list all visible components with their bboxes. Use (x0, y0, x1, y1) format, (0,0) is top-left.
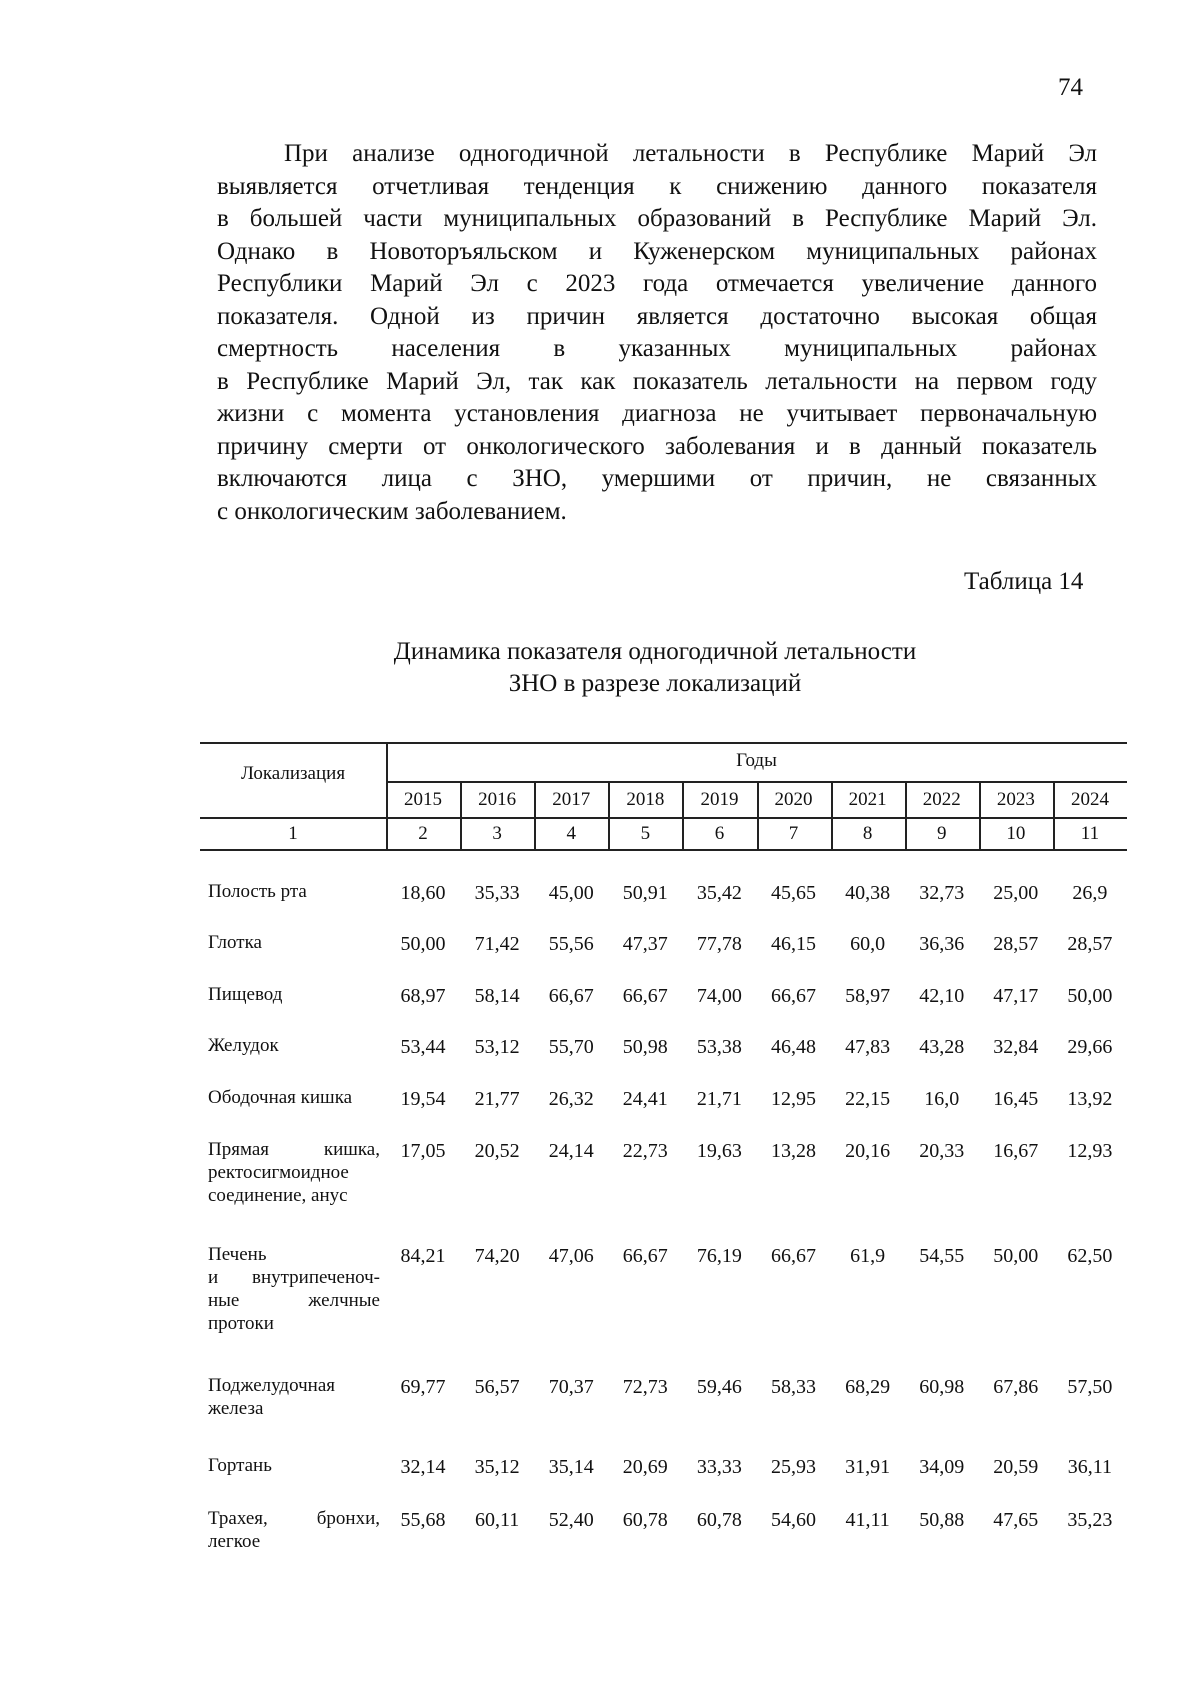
table-cell: 36,11 (1067, 1456, 1113, 1478)
table-cell: 47,65 (993, 1509, 1039, 1531)
year-header: 2018 (626, 789, 665, 810)
body-paragraph (217, 138, 1097, 528)
row-label-line: Трахея, бронхи, (208, 1508, 380, 1529)
row-label-line: легкое (208, 1531, 261, 1552)
table-cell: 19,63 (696, 1140, 742, 1162)
column-number: 1 (288, 823, 298, 844)
row-label-line: Полость рта (208, 881, 307, 902)
table-cell: 32,14 (400, 1456, 446, 1478)
table-cell: 31,91 (845, 1456, 891, 1478)
row-label (208, 931, 380, 954)
year-header: 2020 (774, 789, 813, 810)
table-cell: 35,42 (696, 882, 742, 904)
paragraph-line: смертность населения в указанных муниципальных районах (217, 335, 1097, 362)
row-label-line: ные желчные (208, 1290, 380, 1311)
table-cell: 72,73 (622, 1376, 668, 1398)
table-rule-top (200, 742, 1127, 744)
table-cell: 36,36 (919, 933, 965, 955)
table-cell: 45,00 (548, 882, 594, 904)
table-cell: 40,38 (845, 882, 891, 904)
row-label-line: соединение, анус (208, 1185, 348, 1206)
table-cell: 28,57 (1067, 933, 1113, 955)
table-cell: 17,05 (400, 1140, 446, 1162)
table-cell: 26,9 (1072, 882, 1108, 904)
row-label-line: Пищевод (208, 984, 283, 1005)
table-cell: 22,73 (622, 1140, 668, 1162)
table-title-line-2: ЗНО в разрезе локализаций (508, 670, 802, 697)
table-cell: 60,78 (622, 1509, 668, 1531)
table-cell: 21,77 (474, 1088, 520, 1110)
header-localization: Локализация (240, 763, 346, 784)
row-label-line: и внутрипеченоч- (208, 1267, 380, 1288)
year-header: 2023 (996, 789, 1035, 810)
table-cell: 35,33 (474, 882, 520, 904)
table-cell: 47,83 (845, 1036, 891, 1058)
row-label-line: протоки (208, 1313, 274, 1334)
table-cell: 66,67 (622, 1245, 668, 1267)
table-cell: 46,48 (771, 1036, 816, 1058)
table-cell: 20,59 (993, 1456, 1039, 1478)
table-cell: 13,92 (1067, 1088, 1113, 1110)
table-cell: 50,88 (919, 1509, 965, 1531)
header-years: Годы (736, 750, 777, 771)
table-cell: 52,40 (548, 1509, 594, 1531)
table-cell: 41,11 (845, 1509, 890, 1531)
table-cell: 32,84 (993, 1036, 1039, 1058)
table-title-line-1: Динамика показателя одногодичной летальности (393, 638, 917, 665)
table-cell: 74,20 (474, 1245, 520, 1267)
table-cell: 16,0 (924, 1088, 960, 1110)
row-label-line: Глотка (208, 932, 262, 953)
year-header: 2021 (848, 789, 887, 810)
table-cell: 43,28 (919, 1036, 965, 1058)
table-cell: 66,67 (622, 985, 668, 1007)
row-label (208, 1138, 380, 1207)
column-number: 10 (1006, 823, 1026, 844)
table-cell: 56,57 (474, 1376, 520, 1398)
paragraph-line: с онкологическим заболеванием. (217, 497, 567, 525)
table-cell: 58,97 (845, 985, 891, 1007)
paragraph-line: в Республике Марий Эл, так как показатель летальности на первом году (217, 367, 1097, 395)
table-rule-year-row (200, 817, 1127, 819)
table-cell: 50,00 (1067, 985, 1113, 1007)
table-cell: 58,33 (771, 1376, 816, 1398)
paragraph-line: в большей части муниципальных образований в Республике Марий Эл. (217, 205, 1097, 232)
row-label (208, 983, 380, 1006)
table-cell: 32,73 (919, 882, 965, 904)
table-cell: 20,33 (919, 1140, 965, 1162)
table-cell: 54,60 (771, 1509, 816, 1531)
table-cell: 66,67 (771, 985, 816, 1007)
table-cell: 24,14 (548, 1140, 594, 1162)
column-number: 4 (566, 823, 576, 844)
row-label-line: Печень (208, 1244, 267, 1265)
table-number: Таблица 14 (964, 568, 1084, 595)
row-label (208, 1374, 380, 1420)
paragraph-line: выявляется отчетливая тенденция к снижению данного показателя (217, 172, 1097, 200)
year-header: 2016 (478, 789, 517, 810)
table-cell: 55,56 (548, 933, 594, 955)
paragraph-line: При анализе одногодичной летальности в Республике Марий Эл (284, 140, 1097, 167)
table-cell: 67,86 (993, 1376, 1039, 1398)
table-cell: 70,37 (548, 1376, 594, 1398)
table-cell: 60,98 (919, 1376, 965, 1398)
row-label (208, 1454, 380, 1477)
table-cell: 50,00 (993, 1245, 1039, 1267)
table-cell: 22,15 (845, 1088, 891, 1110)
paragraph-line: показателя. Одной из причин является достаточно высокая общая (217, 302, 1097, 330)
table-cell: 60,78 (696, 1509, 742, 1531)
table-cell: 47,06 (548, 1245, 594, 1267)
table-cell: 50,00 (400, 933, 446, 955)
row-label-line: Ободочная кишка (208, 1087, 353, 1108)
table-cell: 46,15 (771, 933, 816, 955)
row-label-line: Желудок (208, 1035, 279, 1056)
table-cell: 42,10 (919, 985, 965, 1007)
table-cell: 16,45 (993, 1088, 1039, 1110)
table-cell: 13,28 (771, 1140, 816, 1162)
column-number: 8 (862, 823, 873, 844)
row-label-line: Гортань (208, 1455, 272, 1476)
table-cell: 28,57 (993, 933, 1039, 955)
table-cell: 55,70 (548, 1036, 594, 1058)
table-cell: 71,42 (474, 933, 520, 955)
table-cell: 21,71 (696, 1088, 742, 1110)
table-cell: 60,0 (850, 933, 886, 955)
table-cell: 47,37 (622, 933, 668, 955)
table-cell: 25,00 (993, 882, 1039, 904)
table-cell: 62,50 (1067, 1245, 1113, 1267)
table-cell: 25,93 (771, 1456, 816, 1478)
year-header: 2015 (404, 789, 443, 810)
table-cell: 84,21 (400, 1245, 446, 1267)
column-number: 5 (640, 823, 651, 844)
table-cell: 77,78 (696, 933, 742, 955)
table-cell: 12,95 (771, 1088, 816, 1110)
paragraph-line: Однако в Новоторъяльском и Куженерском муниципальных районах (217, 237, 1097, 265)
year-header: 2022 (922, 789, 961, 810)
table-cell: 68,29 (845, 1376, 891, 1398)
paragraph-line: жизни с момента установления диагноза не учитывает первоначальную (217, 400, 1097, 427)
table-cell: 34,09 (919, 1456, 965, 1478)
table-cell: 60,11 (474, 1509, 520, 1531)
year-header: 2017 (552, 789, 591, 810)
table-cell: 47,17 (993, 985, 1039, 1007)
table-cell: 58,14 (474, 985, 520, 1007)
table-cell: 24,41 (622, 1088, 668, 1110)
row-label (208, 1034, 380, 1057)
paragraph-line: причину смерти от онкологического заболевания и в данный показатель (217, 432, 1097, 460)
table-cell: 53,44 (400, 1036, 446, 1058)
table-cell: 50,91 (622, 882, 668, 904)
table-cell: 12,93 (1067, 1140, 1113, 1162)
table-cell: 20,52 (474, 1140, 520, 1162)
table-cell: 66,67 (548, 985, 594, 1007)
table-cell: 76,19 (696, 1245, 742, 1267)
row-label-line: Поджелудочная (208, 1375, 336, 1396)
column-number: 7 (788, 823, 799, 844)
table-cell: 66,67 (771, 1245, 816, 1267)
column-number: 9 (936, 823, 947, 844)
table-cell: 26,32 (548, 1088, 594, 1110)
table-cell: 68,97 (400, 985, 446, 1007)
paragraph-line: включаются лица с ЗНО, умершими от причин, не связанных (217, 465, 1097, 492)
column-number: 3 (492, 823, 502, 844)
table-cell: 35,14 (548, 1456, 594, 1478)
table-cell: 29,66 (1067, 1036, 1113, 1058)
column-number: 6 (714, 823, 725, 844)
column-number: 2 (418, 823, 428, 844)
table-cell: 53,38 (696, 1036, 742, 1058)
table-cell: 53,12 (474, 1036, 520, 1058)
table-cell: 74,00 (696, 985, 742, 1007)
table-cell: 59,46 (696, 1376, 742, 1398)
table-cell: 20,16 (845, 1140, 891, 1162)
table-cell: 18,60 (400, 882, 446, 904)
table-cell: 55,68 (400, 1509, 446, 1531)
table-cell: 20,69 (622, 1456, 668, 1478)
table-cell: 35,23 (1067, 1509, 1113, 1531)
year-header: 2024 (1070, 789, 1109, 810)
column-number: 11 (1080, 823, 1100, 844)
table-cell: 33,33 (696, 1456, 742, 1478)
table-cell: 45,65 (771, 882, 816, 904)
page-number: 74 (1058, 74, 1083, 101)
table-cell: 69,77 (400, 1376, 446, 1398)
table-cell: 61,9 (850, 1245, 886, 1267)
row-label (208, 1507, 380, 1553)
year-header: 2019 (700, 789, 739, 810)
row-label-line: ректосигмоидное (208, 1162, 349, 1183)
table-cell: 54,55 (919, 1245, 965, 1267)
table-rule-number-row (200, 849, 1127, 851)
table-cell: 35,12 (474, 1456, 520, 1478)
row-label (208, 1243, 380, 1335)
paragraph-line: Республики Марий Эл с 2023 года отмечается увеличение данного (217, 270, 1097, 297)
row-label-line: железа (208, 1398, 264, 1419)
row-label (208, 1086, 380, 1109)
table-cell: 16,67 (993, 1140, 1039, 1162)
table-cell: 57,50 (1067, 1376, 1113, 1398)
table-cell: 50,98 (622, 1036, 668, 1058)
row-label (208, 880, 380, 903)
table-cell: 19,54 (400, 1088, 446, 1110)
row-label-line: Прямая кишка, (208, 1139, 380, 1160)
